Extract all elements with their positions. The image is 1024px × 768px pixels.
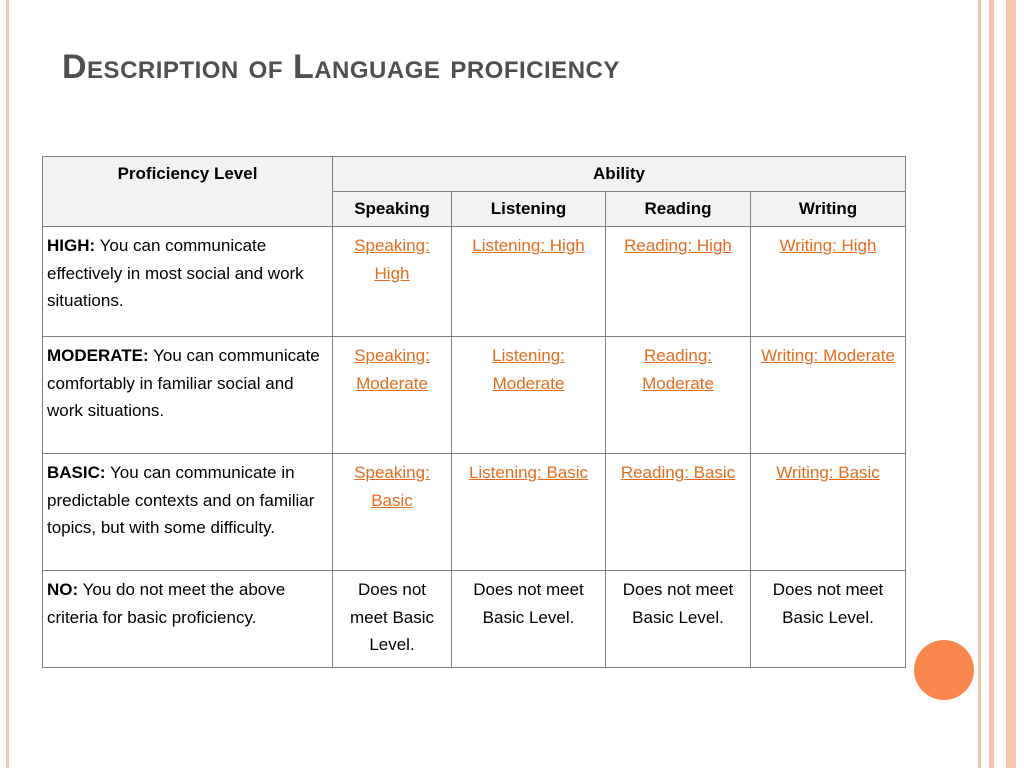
left-frame-line [6, 0, 9, 768]
table-row [43, 337, 906, 454]
reading-high-link[interactable]: Reading: High [624, 236, 732, 255]
level-name: MODERATE: [47, 346, 149, 365]
table-row [43, 454, 906, 571]
level-description-text: You can communicate effectively in most social and work situations. [47, 236, 304, 310]
level-description [43, 571, 333, 668]
table-cell [606, 337, 751, 454]
listening-moderate-link[interactable]: Listening: Moderate [492, 346, 565, 393]
ability-header: Ability [333, 157, 906, 192]
level-description [43, 227, 333, 337]
writing-high-link[interactable]: Writing: High [779, 236, 877, 255]
table-cell [751, 227, 906, 337]
level-name: NO: [47, 580, 79, 599]
table-cell [751, 454, 906, 571]
table-row [43, 571, 906, 668]
table-cell: Does not meet Basic Level. [606, 571, 751, 668]
right-frame-line-3 [1006, 0, 1016, 768]
table-cell [452, 227, 606, 337]
table-cell [333, 227, 452, 337]
slide-title: Description of Language proficiency [62, 48, 620, 86]
listening-basic-link[interactable]: Listening: Basic [468, 463, 589, 482]
reading-basic-link[interactable]: Reading: Basic [620, 463, 736, 482]
level-description-text: You do not meet the above criteria for basic proficiency. [47, 580, 286, 627]
table-cell: Does not meet Basic Level. [751, 571, 906, 668]
level-description-text: You can communicate in predictable contexts and on familiar topics, but with some difficulty. [47, 463, 315, 537]
level-name: BASIC: [47, 463, 106, 482]
right-frame-line-1 [978, 0, 981, 768]
decorative-circle [914, 640, 974, 700]
speaking-high-link[interactable]: Speaking: High [354, 236, 430, 283]
level-name: HIGH: [47, 236, 96, 255]
proficiency-table [42, 156, 906, 668]
writing-moderate-link[interactable]: Writing: Moderate [761, 346, 895, 365]
column-header-writing: Writing [751, 192, 906, 227]
table-cell [333, 337, 452, 454]
table-header-row [43, 157, 906, 192]
level-description [43, 337, 333, 454]
table-cell [333, 454, 452, 571]
table-cell [452, 454, 606, 571]
table-cell [452, 337, 606, 454]
column-header-reading: Reading [606, 192, 751, 227]
speaking-basic-link[interactable]: Speaking: Basic [354, 463, 430, 510]
table-cell [751, 337, 906, 454]
table-row [43, 227, 906, 337]
listening-high-link[interactable]: Listening: High [472, 236, 585, 255]
level-description-text: You can communicate comfortably in familiar social and work situations. [47, 346, 320, 420]
table-cell: Does not meet Basic Level. [452, 571, 606, 668]
writing-basic-link[interactable]: Writing: Basic [776, 463, 880, 482]
table-cell [606, 454, 751, 571]
table-cell [606, 227, 751, 337]
speaking-moderate-link[interactable]: Speaking: Moderate [354, 346, 430, 393]
right-frame-line-2 [989, 0, 994, 768]
table-cell: Does not meet Basic Level. [333, 571, 452, 668]
reading-moderate-link[interactable]: Reading: Moderate [642, 346, 714, 393]
level-description [43, 454, 333, 571]
proficiency-level-header: Proficiency Level [43, 157, 333, 227]
column-header-speaking: Speaking [333, 192, 452, 227]
column-header-listening: Listening [452, 192, 606, 227]
